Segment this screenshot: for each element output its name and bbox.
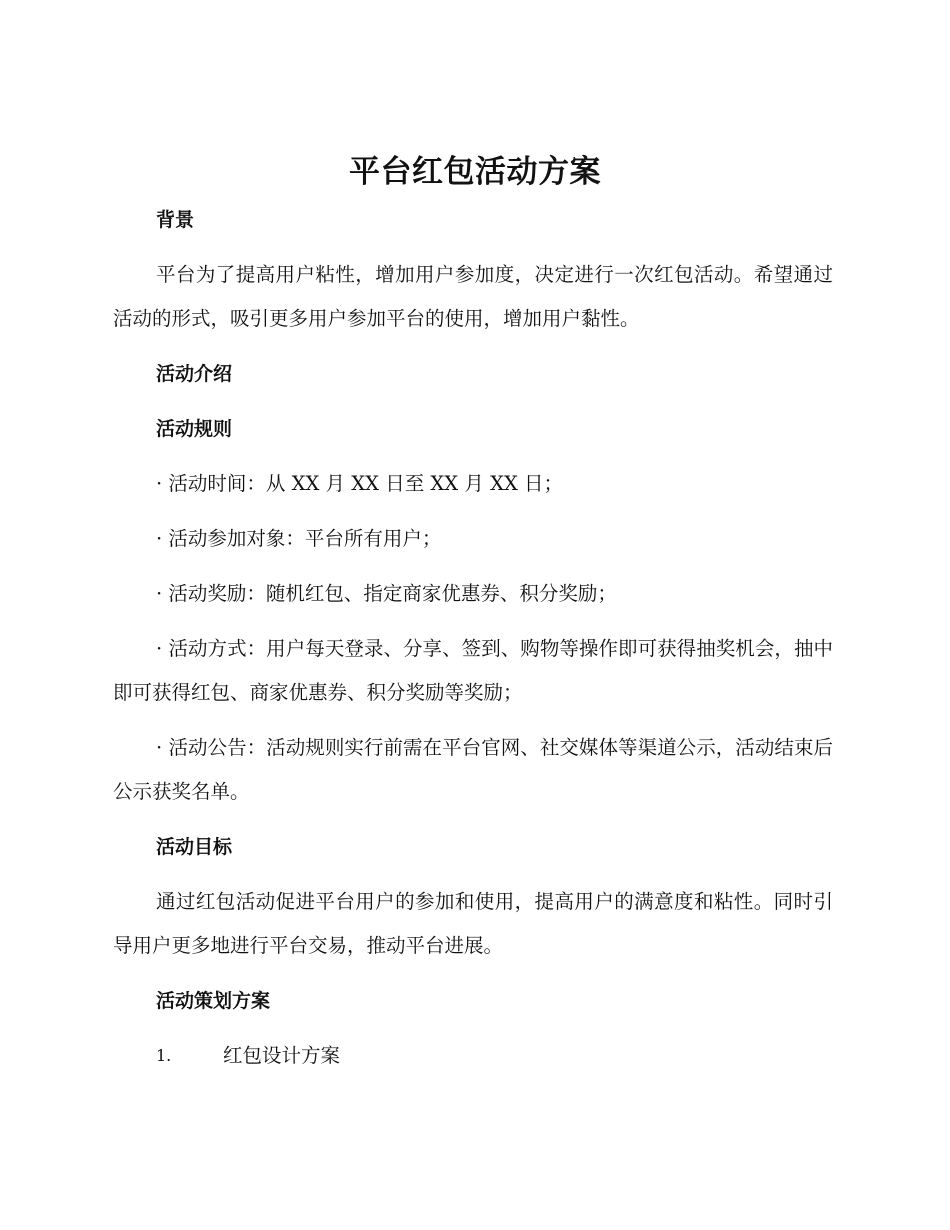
section-heading-goal: 活动目标 xyxy=(156,836,233,858)
rule-method: · 活动方式：用户每天登录、分享、签到、购物等操作即可获得抽奖机会，抽中即可获得红包、商家优惠券、积分奖励等奖励； xyxy=(113,637,833,704)
goal-paragraph: 通过红包活动促进平台用户的参加和使用，提高用户的满意度和粘性。同时引导用户更多地进行平台交易，推动平台进展。 xyxy=(113,890,833,957)
document-body xyxy=(113,198,833,1078)
background-paragraph: 平台为了提高用户粘性，增加用户参加度，决定进行一次红包活动。希望通过活动的形式，吸引更多用户参加平台的使用，增加用户黏性。 xyxy=(113,263,833,330)
rule-notice: · 活动公告：活动规则实行前需在平台官网、社交媒体等渠道公示，活动结束后公示获奖名单。 xyxy=(113,736,833,803)
section-heading-plan: 活动策划方案 xyxy=(156,990,271,1012)
section-heading-background: 背景 xyxy=(156,209,195,231)
section-heading-intro: 活动介绍 xyxy=(156,363,233,385)
rule-reward: · 活动奖励：随机红包、指定商家优惠券、积分奖励； xyxy=(156,582,617,605)
rule-target: · 活动参加对象：平台所有用户； xyxy=(156,527,442,550)
list-item-number: 1. xyxy=(156,1046,172,1065)
list-item-text: 红包设计方案 xyxy=(223,1044,341,1067)
document-title: 平台红包活动方案 xyxy=(349,154,601,190)
section-heading-rules: 活动规则 xyxy=(156,418,233,440)
rule-time: · 活动时间：从 XX 月 XX 日至 XX 月 XX 日； xyxy=(156,472,564,495)
numbered-list-item xyxy=(113,1034,833,1078)
